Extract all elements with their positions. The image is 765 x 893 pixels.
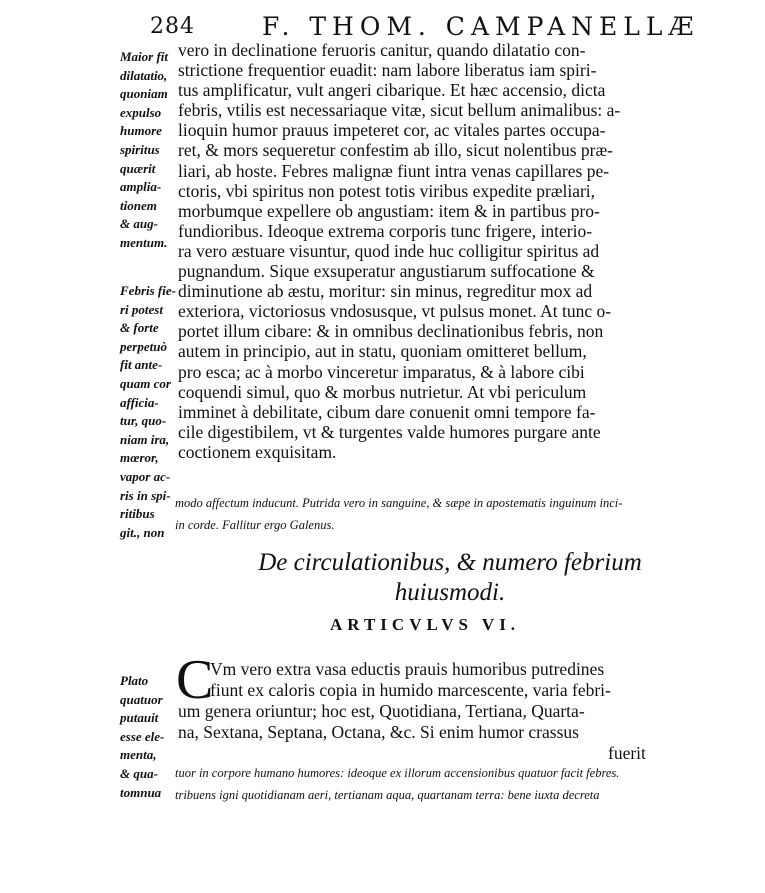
text-line: Vm vero extra vasa eductis prauis humoribus putredines [210,659,605,679]
text-line: morbumque expellere ob angustiam: item & in partibus pro- [178,200,600,221]
footnote-line: modo affectum inducunt. Putrida vero in sanguine, & sæpe in apostematis inguinum inci- [175,496,623,510]
margin-note-line: amplia- [120,179,162,195]
footnote-line: tribuens igni quotidianam aeri, tertianam aqua, quartanam terra: bene iuxta decreta [175,788,600,802]
margin-note-line: & aug- [120,216,158,232]
page-header [0,4,765,44]
margin-note-line: vapor ac- [120,468,171,484]
margin-note-line: git., non [120,524,165,540]
margin-note-line: quærit [120,160,156,176]
margin-note-line: humore [120,123,162,139]
text-line: fundioribus. Ideoque extrema corporis tunc frigere, interio- [178,220,593,241]
margin-note-2 [120,282,182,542]
text-line: pro esca; ac à morbo vinceretur imparatus, & à labore cibi [178,361,585,382]
text-line: exteriora, victoriosus vndosusque, vt pulsus monet. At tunc o- [178,301,612,322]
text-line: strictione frequentior euadit: nam labore liberatus iam spiri- [178,60,597,81]
text-line: portet illum cibare: & in omnibus declinationibus febris, non [178,321,604,342]
margin-note-1 [120,48,182,253]
margin-note-line: Plato [120,673,149,688]
margin-note-line: & qua- [120,765,158,781]
margin-note-line: mentum. [120,234,168,250]
text-line: pugnandum. Sique exsuperatur angustiarum suffocatione & [178,261,595,282]
margin-note-line: dilatatio, [120,67,168,83]
margin-note-line: tionem [120,197,157,213]
text-line: tus amplificatur, vult angeri cibarique. Et hæc accensio, dicta [178,80,606,101]
running-head: F. THOM. CAMPANELLÆ [262,12,700,41]
text-line: liari, ab hoste. Febres malignæ fiunt intra venas capillares pe- [178,160,610,181]
footnote-line: in corde. Fallitur ergo Galenus. [175,518,335,532]
margin-note-line: quatuor [120,691,163,707]
text-line: cile digestibilem, vt & turgentes valde humores purgare ante [178,421,601,442]
margin-note-line: fit ante- [120,357,163,373]
text-line: ra vero æstuare visuntur, quod inde huc colligitur spiritus ad [178,240,600,261]
text-line: coctionem exquisitam. [178,441,337,462]
margin-note-line: menta, [120,747,157,763]
margin-note-line: afficia- [120,394,159,410]
body-text-bottom-cont [178,701,668,764]
section-title [220,548,680,608]
margin-note-line: ris in spi- [120,487,171,503]
footnote-bottom [175,762,665,806]
text-line: coquendi simul, quo & morbus nutrietur. At vbi periculum [178,381,587,402]
margin-note-line: perpetuò [120,338,167,354]
text-line: ret, & mors sequeretur confestim ab illo, sicut nolentibus præ- [178,140,613,161]
margin-note-line: Febris fie- [120,283,176,298]
text-line: febris, vtilis est necessariaque vitæ, sicut bellum animalibus: a- [178,100,621,121]
text-line: ctoris, vbi spiritus non potest totis viribus expedite præliari, [178,180,596,201]
margin-note-line: niam ira, [120,431,170,447]
text-line: na, Sextana, Septana, Octana, &c. Si enim humor crassus [178,722,579,742]
text-line: um genera oriuntur; hoc est, Quotidiana, Tertiana, Quarta- [178,701,585,721]
text-line: imminet à debilitate, cibum dare conuenit omni tempore fa- [178,401,596,422]
body-text-bottom [210,659,670,701]
text-line: lioquin humor prauus impeteret cor, ac vitales partes occupa- [178,120,606,141]
margin-note-line: tur, quo- [120,413,167,429]
margin-note-line: expulso [120,104,162,120]
footnote-top [175,492,665,536]
margin-note-line: & forte [120,320,159,336]
text-line: fiunt ex caloris copia in humido marcescente, varia febri- [210,680,611,700]
margin-note-line: quoniam [120,86,168,102]
margin-note-line: putauit [120,710,159,726]
margin-note-line: ritibus [120,506,155,522]
text-line: diminutione ab æstu, moritur: sin minus, regreditur mox ad [178,281,593,302]
margin-note-line: spiritus [120,141,160,157]
text-line: vero in declinatione feruoris canitur, quando dilatatio con- [178,40,586,60]
text-line: fuerit [608,743,646,763]
margin-note-line: quam cor [120,375,171,391]
margin-note-line: Maior fit [120,49,169,64]
drop-cap: C [176,649,214,711]
text-line: autem in principio, aut in statu, quoniam omitteret bellum, [178,341,587,362]
article-label: ARTICVLVS VI. [330,615,521,634]
footnote-line: tuor in corpore humano humores: ideoque ex illorum accensionibus quatuor facit febres. [175,766,620,780]
section-title-line-1: De circulationibus, & numero febrium [258,549,642,576]
margin-note-line: esse ele- [120,728,165,744]
body-text-top [178,40,668,462]
section-title-line-2: huiusmodi. [394,579,506,606]
margin-note-line: mœror, [120,450,159,466]
margin-note-3 [120,672,182,802]
page-number: 284 [150,14,195,39]
margin-note-line: tomnua [120,784,162,800]
margin-note-line: ri potest [120,301,163,317]
